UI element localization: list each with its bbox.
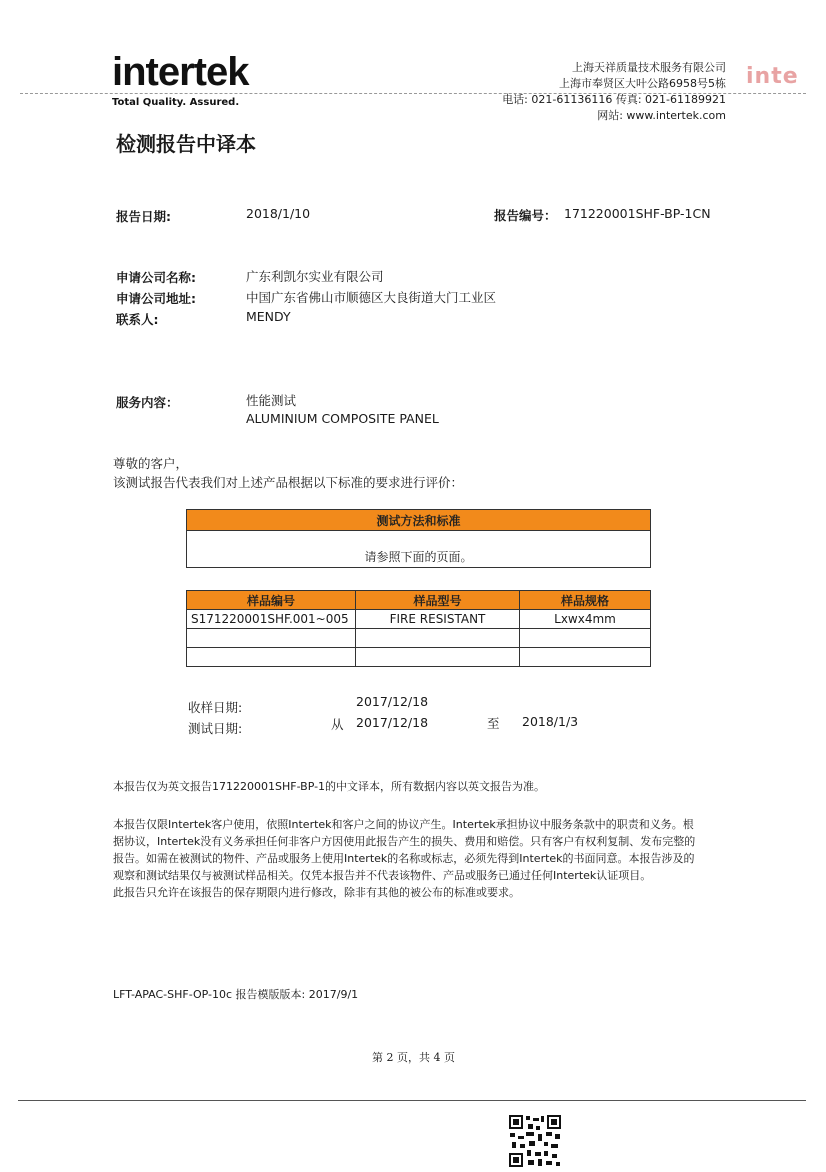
methods-table-header: 测试方法和标准 [187,510,651,531]
methods-table [186,509,651,568]
sample-id-header: 样品编号 [187,591,356,610]
company-phone-fax: 电话: 021-61136116 传真: 021-61189921 [502,93,726,106]
table-cell [187,648,356,667]
footer-divider [18,1100,806,1101]
contact-value: MENDY [246,309,291,324]
contact-label: 联系人: [116,312,159,327]
sample-table [186,590,651,667]
disclaimer-line: 报告。如需在被测试的物件、产品或服务上使用Intertek的名称或标志，必须先得到Intertek的书面同意。本报告涉及的 [113,852,695,865]
received-date-value: 2017/12/18 [356,694,429,709]
applicant-name-value: 广东利凯尔实业有限公司 [246,269,384,284]
table-cell [520,629,651,648]
watermark-logo-fragment: inte [746,64,799,89]
applicant-address-value: 中国广东省佛山市顺德区大良街道大门工业区 [246,290,497,305]
test-date-to-value: 2018/1/3 [522,714,579,729]
table-cell [356,648,520,667]
table-row [187,648,651,667]
company-address: 上海市奉贤区大叶公路6958号5栋 [559,77,726,90]
table-row [187,610,651,629]
intertek-logo: intertek [112,50,249,94]
report-number-value: 171220001SHF-BP-1CN [564,206,711,221]
company-website: 网站: www.intertek.com [597,109,726,122]
service-line-1: 性能测试 [246,393,297,408]
table-row [187,629,651,648]
sample-model-header: 样品型号 [356,591,520,610]
disclaimer-line: 观察和测试结果仅与被测试样品相关。仅凭本报告并不代表该物件、产品或服务已通过任何Intertek认证项目。 [113,869,652,882]
sample-spec-header: 样品规格 [520,591,651,610]
table-cell [520,648,651,667]
table-cell [187,629,356,648]
document-title: 检测报告中译本 [116,132,256,156]
disclaimer-line: 此报告只允许在该报告的保存期限内进行修改，除非有其他的被公布的标准或要求。 [113,886,520,899]
table-cell [356,629,520,648]
company-name: 上海天祥质量技术服务有限公司 [572,61,726,74]
disclaimer-line: 据协议，Intertek没有义务承担任何非客户方因使用此报告产生的损失、费用和赔偿。只有客户有权利复制、发布完整的 [113,835,696,848]
intro-text: 该测试报告代表我们对上述产品根据以下标准的要求进行评价： [113,475,464,490]
page-number: 第 2 页，共 4 页 [372,1051,455,1064]
report-date-label: 报告日期: [116,209,171,224]
test-date-from-value: 2017/12/18 [356,715,429,730]
report-date-value: 2018/1/10 [246,206,311,221]
methods-table-body: 请参照下面的页面。 [187,531,651,568]
qr-code-icon [508,1114,562,1172]
test-date-from-label: 从 [331,717,344,732]
disclaimer-line: 本报告仅限Intertek客户使用，依照Intertek和客户之间的协议产生。Intertek承担协议中服务条款中的职责和义务。根 [113,818,694,831]
table-cell: S171220001SHF.001~005 [187,610,356,629]
table-cell: FIRE RESISTANT [356,610,520,629]
greeting: 尊敬的客户， [113,456,189,471]
service-label: 服务内容： [116,395,179,410]
report-number-label: 报告编号： [494,208,557,223]
translation-note: 本报告仅为英文报告171220001SHF-BP-1的中文译本，所有数据内容以英文报告为准。 [113,780,546,793]
applicant-name-label: 申请公司名称: [116,270,196,285]
template-version: LFT-APAC-SHF-OP-10c 报告模版版本: 2017/9/1 [113,988,359,1001]
test-date-to-label: 至 [487,716,500,731]
logo-tagline: Total Quality. Assured. [112,97,240,108]
service-line-2: ALUMINIUM COMPOSITE PANEL [246,411,439,426]
received-date-label: 收样日期: [188,700,243,715]
company-info [426,60,726,124]
disclaimer [113,816,723,901]
applicant-address-label: 申请公司地址: [116,291,196,306]
table-cell: Lxwx4mm [520,610,651,629]
test-date-label: 测试日期: [188,721,243,736]
